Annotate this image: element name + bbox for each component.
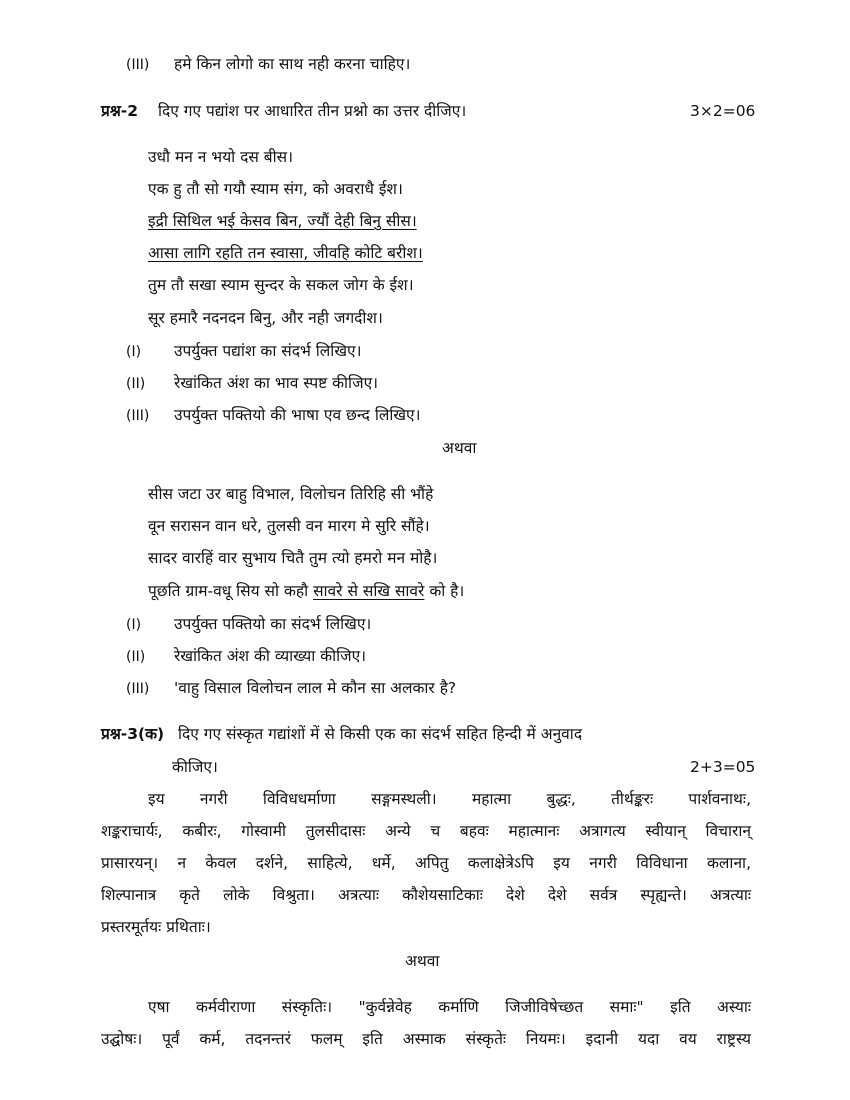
passage2-line-1: एषा कर्मवीराणा संस्कृतिः। "कुर्वन्नेवेह कर्माणि जिजीविषेच्छत समाः" इति अस्याः	[148, 998, 751, 1016]
passage1-line-3: प्रासारयन्। न केवल दर्शने, साहित्ये, धर्मे, अपितु कलाक्षेत्रेऽपि इय नगरी विविधाना कलाना,	[101, 854, 751, 872]
verse2-line-4-post: को है।	[424, 582, 465, 600]
q3-marks: 2+3=05	[690, 758, 756, 776]
v2-q3-text: 'वाहु विसाल विलोचन लाल मे कौन सा अलकार है?	[174, 679, 457, 697]
v1-q1-num: (I)	[126, 344, 142, 360]
q2-label: प्रश्न-2	[101, 102, 138, 120]
v2-q2-num: (II)	[126, 649, 146, 665]
verse1-line-3-underlined: इद्री सिथिल भई केसव बिन, ज्यौं देही बिनु सीस।	[148, 212, 417, 230]
v1-q2-num: (II)	[126, 376, 146, 392]
verse2-line-4-pre: पूछति ग्राम-वधू सिय सो कहौ	[148, 582, 314, 600]
or-divider-2: अथवा	[405, 952, 440, 970]
v1-q1-text: उपर्युक्त पद्यांश का संदर्भ लिखिए।	[174, 342, 362, 360]
passage2-line-2: उद्घोषः। पूर्वं कर्म, तदनन्तरं फलम् इति अस्माक संस्कृतेः नियमः। इदानी यदा वय राष्ट्रस्य	[101, 1030, 751, 1048]
v1-q3-text: उपर्युक्त पक्तियो की भाषा एव छन्द लिखिए।	[174, 406, 421, 424]
v1-q2-text: रेखांकित अंश का भाव स्पष्ट कीजिए।	[174, 374, 379, 392]
v1-q3-num: (III)	[126, 408, 150, 424]
passage1-line-5: प्रस्तरमूर्तयः प्रथिताः।	[101, 918, 211, 936]
passage1-line-1: इय नगरी विविधधर्माणा सङ्गमस्थली। महात्मा बुद्धः, तीर्थङ्करः पार्शवनाथः,	[148, 790, 751, 808]
q3-instruction-cont: कीजिए।	[172, 758, 218, 776]
q3-label: प्रश्न-3(क)	[101, 725, 165, 743]
q2-marks: 3×2=06	[690, 102, 756, 120]
passage1-line-4: शिल्पानात्र कृते लोके विश्रुता। अत्रत्याः कौशेयसाटिकाः देशे देशे सर्वत्र स्पृह्यन्ते। अत्रत्याः	[101, 886, 751, 904]
v2-q1-text: उपर्युक्त पक्तियो का संदर्भ लिखिए।	[174, 615, 372, 633]
verse2-line-3: सादर वारहिं वार सुभाय चितै तुम त्यो हमरो मन मोहै।	[148, 549, 438, 567]
verse1-line-6: सूर हमारै नदनदन बिनु, और नही जगदीश।	[148, 309, 383, 327]
q1-part3-num: (III)	[126, 57, 150, 73]
or-divider-1: अथवा	[442, 439, 477, 457]
passage1-line-2: शङ्कराचार्यः, कबीरः, गोस्वामी तुलसीदासः अन्ये च बहवः महात्मानः अत्रागत्य स्वीयान् विचारान्	[101, 822, 751, 840]
verse2-line-1: सीस जटा उर बाहु विभाल, विलोचन तिरिहि सी भौंहे	[148, 485, 434, 503]
verse1-line-1: उधौ मन न भयो दस बीस।	[148, 148, 293, 166]
v2-q2-text: रेखांकित अंश की व्याख्या कीजिए।	[174, 647, 367, 665]
verse2-line-4	[148, 580, 464, 602]
verse2-line-2: वून सरासन वान धरे, तुलसी वन मारग मे सुरि सौंहे।	[148, 517, 430, 535]
verse2-line-4-underlined: सावरे से सखि सावरे	[313, 582, 425, 600]
verse1-line-2: एक हु तौ सो गयौ स्याम संग, को अवराधै ईश।	[148, 180, 403, 198]
v2-q1-num: (I)	[126, 617, 142, 633]
q1-part3-text: हमे किन लोगो का साथ नही करना चाहिए।	[174, 55, 411, 73]
verse1-line-5: तुम तौ सखा स्याम सुन्दर के सकल जोग के ईश।	[148, 276, 414, 294]
v2-q3-num: (III)	[126, 681, 150, 697]
verse1-line-4-underlined: आसा लागि रहति तन स्वासा, जीवहि कोटि बरीश।	[148, 244, 423, 262]
q2-instruction: दिए गए पद्यांश पर आधारित तीन प्रश्नो का उत्तर दीजिए।	[158, 102, 467, 120]
q3-instruction: दिए गए संस्कृत गद्यांशों में से किसी एक का संदर्भ सहित हिन्दी में अनुवाद	[178, 725, 583, 743]
